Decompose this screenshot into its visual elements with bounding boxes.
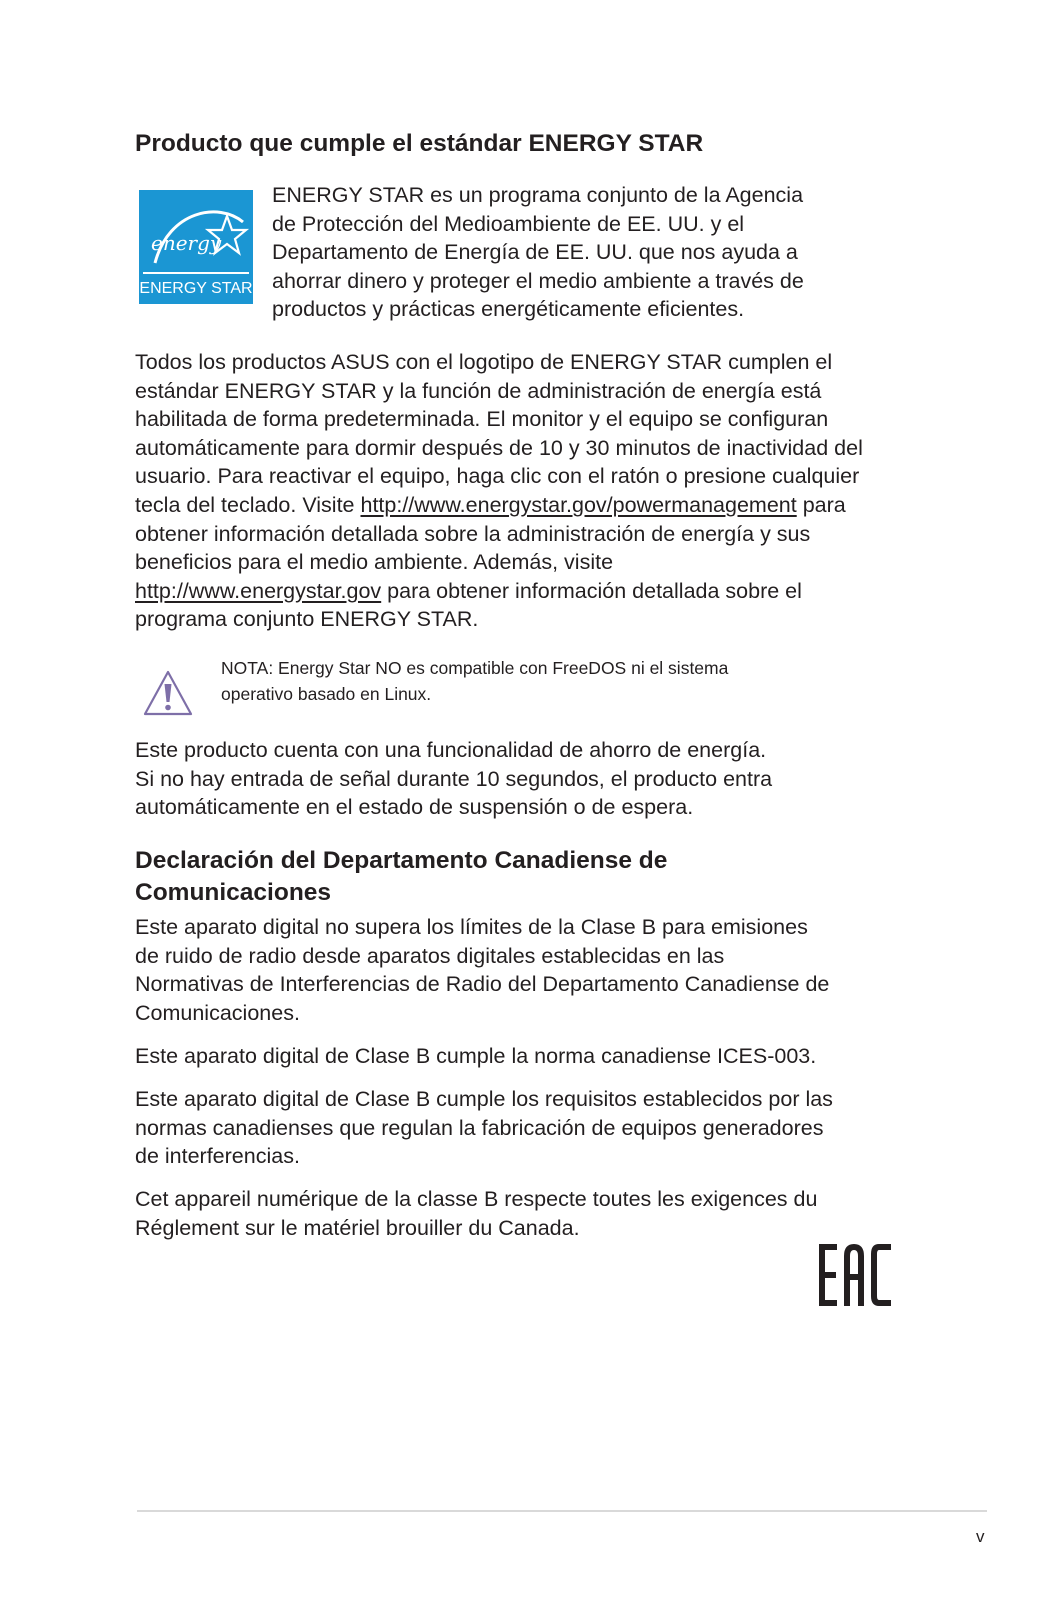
svg-text:energy: energy bbox=[151, 231, 222, 255]
p1-line: de ruido de radio desde aparatos digitales establecidas en las bbox=[135, 943, 725, 968]
intro-line: productos y prácticas energéticamente eficientes. bbox=[272, 297, 745, 322]
canadian-paragraph-2: Este aparato digital de Clase B cumple la norma canadiense ICES-003. bbox=[135, 1044, 817, 1068]
powermanagement-link[interactable]: http://www.energystar.gov/powermanagement bbox=[360, 492, 797, 517]
body-line: usuario. Para reactivar el equipo, haga clic con el ratón o presione cualquier bbox=[135, 464, 860, 489]
body-line: obtener información detallada sobre la administración de energía y sus bbox=[135, 521, 811, 546]
p3-line: normas canadienses que regulan la fabricación de equipos generadores bbox=[135, 1115, 824, 1140]
p1-line: Este aparato digital no supera los límites de la Clase B para emisiones bbox=[135, 915, 808, 939]
energy-star-intro bbox=[272, 181, 804, 324]
note-line: NOTA: Energy Star NO es compatible con FreeDOS ni el sistema bbox=[221, 658, 729, 678]
p3-line: Este aparato digital de Clase B cumple los requisitos establecidos por las bbox=[135, 1087, 833, 1111]
p3-line: de interferencias. bbox=[135, 1144, 300, 1169]
energy-star-logo-label: ENERGY STAR bbox=[139, 280, 253, 297]
canadian-dept-heading bbox=[135, 845, 667, 909]
note-line: operativo basado en Linux. bbox=[221, 684, 432, 704]
body-line: automáticamente para dormir después de 10 y 30 minutos de inactividad del bbox=[135, 435, 863, 460]
body-text: para obtener información detallada sobre el bbox=[381, 578, 802, 603]
intro-line: de Protección del Medioambiente de EE. UU. y el bbox=[272, 211, 745, 236]
canadian-paragraph-4-french bbox=[135, 1185, 817, 1242]
p1-line: Normativas de Interferencias de Radio del Departamento Canadiense de bbox=[135, 972, 830, 997]
linux-note bbox=[221, 655, 728, 707]
saving-line: Si no hay entrada de señal durante 10 segundos, el producto entra bbox=[135, 766, 773, 791]
page-number: v bbox=[976, 1527, 985, 1546]
body-line: estándar ENERGY STAR y la función de administración de energía está bbox=[135, 378, 822, 403]
energy-star-logo-icon bbox=[139, 190, 253, 304]
energy-star-logo-graphic bbox=[139, 190, 253, 304]
canadian-paragraph-1 bbox=[135, 913, 829, 1027]
warning-triangle-icon bbox=[142, 668, 194, 718]
energystar-link[interactable]: http://www.energystar.gov bbox=[135, 578, 382, 603]
body-line: beneficios para el medio ambiente. Además, visite bbox=[135, 550, 614, 575]
intro-line: ENERGY STAR es un programa conjunto de la Agencia bbox=[272, 183, 804, 207]
intro-line: Departamento de Energía de EE. UU. que nos ayuda a bbox=[272, 240, 798, 265]
energy-star-heading: Producto que cumple el estándar ENERGY STAR bbox=[135, 130, 704, 157]
body-line bbox=[135, 491, 863, 520]
body-line: habilitada de forma predeterminada. El monitor y el equipo se configuran bbox=[135, 407, 829, 432]
p4-line: Réglement sur le matériel brouiller du Canada. bbox=[135, 1215, 580, 1240]
body-text: tecla del teclado. Visite bbox=[135, 492, 361, 517]
power-saving-paragraph bbox=[135, 736, 772, 822]
heading-line: Declaración del Departamento Canadiense de bbox=[135, 847, 668, 874]
footer-rule bbox=[137, 1510, 987, 1512]
p1-line: Comunicaciones. bbox=[135, 1000, 300, 1025]
body-line: Todos los productos ASUS con el logotipo de ENERGY STAR cumplen el bbox=[135, 350, 833, 374]
body-text: para bbox=[796, 492, 846, 517]
eac-mark-icon bbox=[817, 1242, 893, 1308]
saving-line: Este producto cuenta con una funcionalidad de ahorro de energía. bbox=[135, 738, 767, 762]
body-line bbox=[135, 577, 863, 606]
heading-line: Comunicaciones bbox=[135, 879, 332, 906]
p4-line: Cet appareil numérique de la classe B respecte toutes les exigences du bbox=[135, 1187, 818, 1211]
intro-line: ahorrar dinero y proteger el medio ambiente a través de bbox=[272, 268, 804, 293]
body-line: programa conjunto ENERGY STAR. bbox=[135, 607, 479, 632]
energy-star-body bbox=[135, 348, 863, 634]
canadian-paragraph-3 bbox=[135, 1085, 833, 1171]
saving-line: automáticamente en el estado de suspensión o de espera. bbox=[135, 795, 694, 820]
